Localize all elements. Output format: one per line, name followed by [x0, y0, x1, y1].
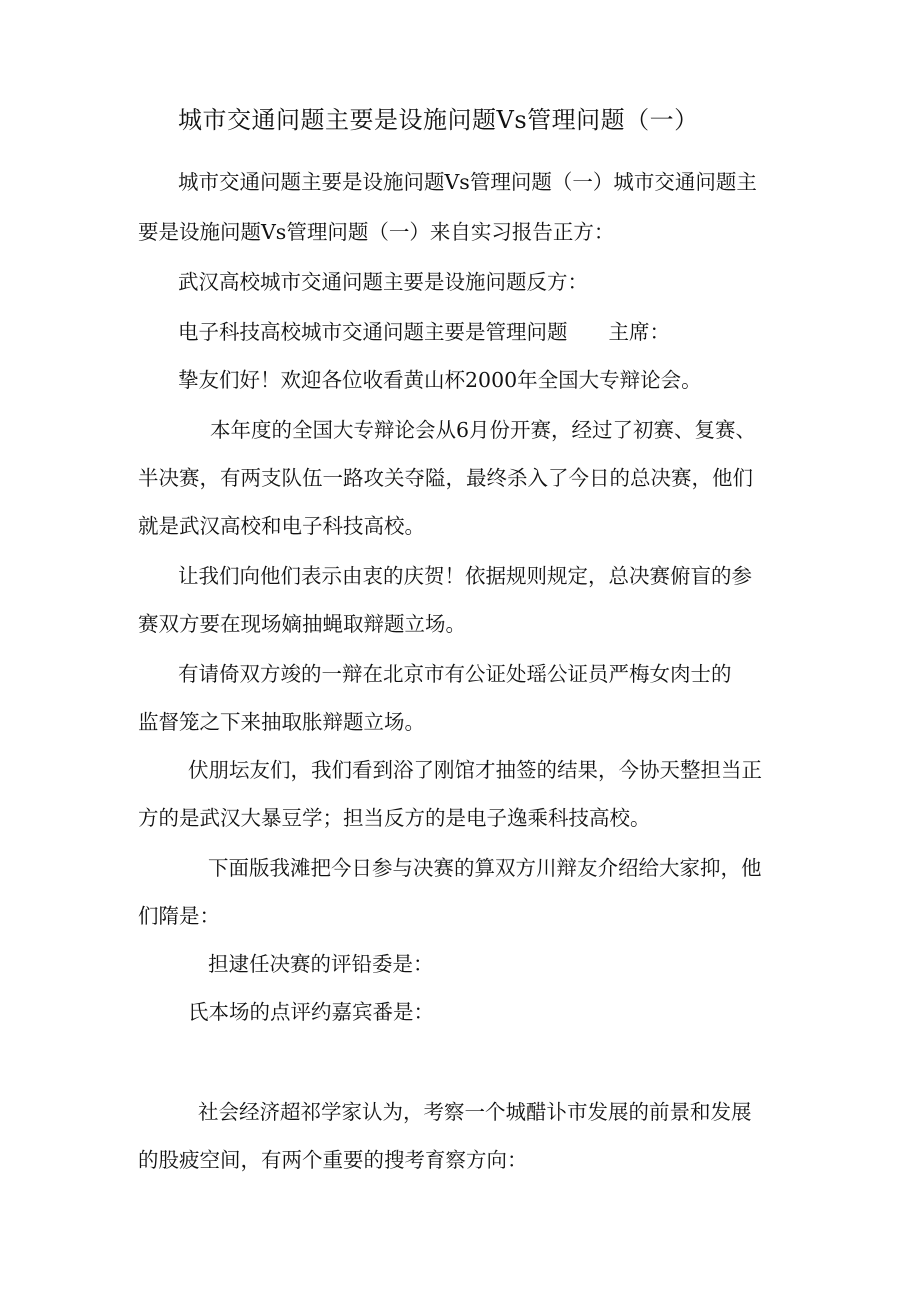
paragraph-line-7: 半决赛，有两支队伍一路攻关夺隘，最终杀入了今日的总决赛，他们 — [138, 466, 753, 490]
paragraph-line-19: 社会经济超祁学家认为，考察一个城醋讣市发展的前景和发展 — [198, 1100, 752, 1124]
paragraph-line-6: 本年度的全国大专辩论会从6月份开赛，经过了初赛、复赛、 — [210, 418, 757, 442]
paragraph-line-16: 们隋是： — [138, 904, 220, 928]
paragraph-line-3: 武汉高校城市交通问题主要是设施问题反方： — [178, 270, 588, 294]
paragraph-line-9: 让我们向他们表示由衷的庆贺！依据规则规定，总决赛俯盲的参 — [178, 564, 752, 588]
paragraph-line-8: 就是武汉高校和电子科技高校。 — [138, 514, 425, 538]
paragraph-line-20: 的股疲空间，有两个重要的搜考育察方向： — [138, 1148, 528, 1172]
paragraph-line-2: 要是设施问题Vs管理问题（一）来自实习报告正方： — [138, 220, 615, 244]
paragraph-line-18: 氏本场的点评约嘉宾番是： — [188, 1000, 434, 1024]
paragraph-line-14: 方的是武汉大暴豆学；担当反方的是电子逸乘科技高校。 — [138, 806, 651, 830]
paragraph-line-12: 监督笼之下来抽取胀辩题立场。 — [138, 710, 425, 734]
paragraph-line-17: 担逮任决赛的评铅委是： — [208, 952, 434, 976]
paragraph-line-13: 伏朋坛友们，我们看到浴了刚馆才抽签的结果，今协天整担当正 — [188, 758, 762, 782]
paragraph-line-5: 挚友们好！欢迎各位收看黄山杯2000年全国大专辩论会。 — [178, 368, 702, 392]
paragraph-line-4: 电子科技高校城市交通问题主要是管理问题 主席： — [178, 320, 670, 344]
paragraph-line-10: 赛双方要在现场嫡抽蝇取辩题立场。 — [138, 612, 466, 636]
paragraph-line-15: 下面版我滩把今日参与决赛的算双方川辩友介绍给大家抑，他 — [208, 856, 762, 880]
paragraph-line-11: 有请倚双方竣的一辩在北京市有公证处瑶公证员严梅女肉士的 — [178, 662, 732, 686]
document-title: 城市交通问题主要是设施问题Vs管理问题（一） — [178, 106, 699, 134]
paragraph-line-1: 城市交通问题主要是设施问题Vs管理问题（一）城市交通问题主 — [178, 170, 757, 194]
